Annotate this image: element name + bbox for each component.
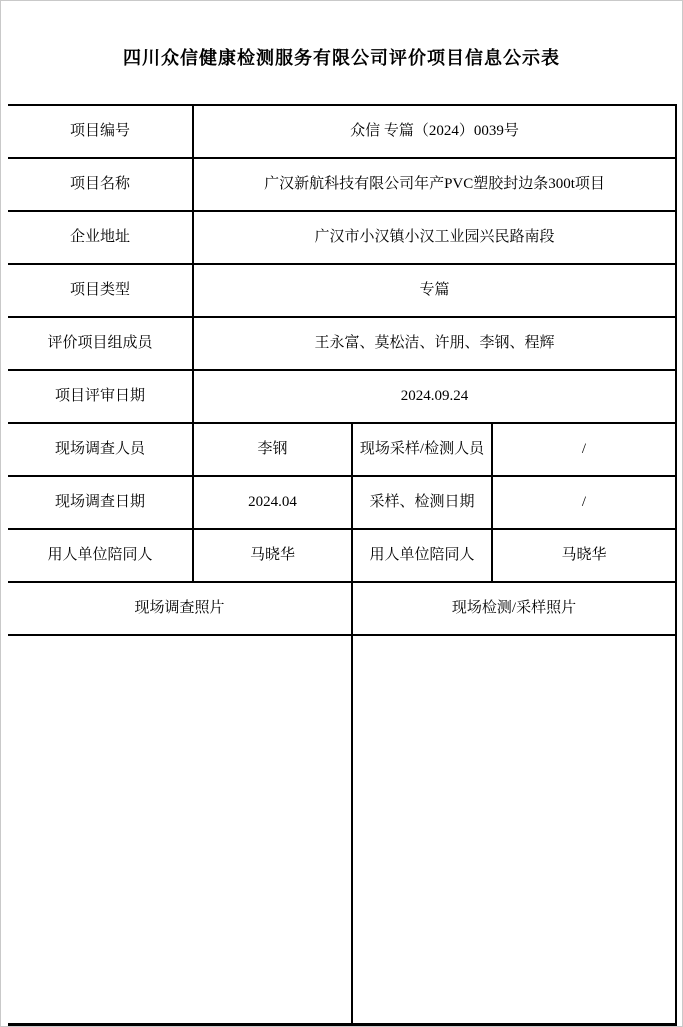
row-label-sampling-date: 采样、检测日期 [353, 477, 493, 530]
row-value-employer-escort-right: 马晓华 [493, 530, 677, 583]
document-title: 四川众信健康检测服务有限公司评价项目信息公示表 [123, 47, 560, 68]
row-label-survey-staff: 现场调查人员 [8, 424, 194, 477]
row-value-project-type: 专篇 [194, 265, 677, 318]
row-value-sampling-date: / [493, 477, 677, 530]
photo-caption-right: 现场检测/采样照片 [353, 583, 677, 636]
row-label-project-name: 项目名称 [8, 159, 194, 212]
row-label-company-address: 企业地址 [8, 212, 194, 265]
row-label-employer-escort-left: 用人单位陪同人 [8, 530, 194, 583]
row-value-project-number: 众信 专篇（2024）0039号 [194, 106, 677, 159]
photo-area-sampling [353, 636, 677, 1023]
info-table [8, 104, 677, 1026]
row-value-company-address: 广汉市小汉镇小汉工业园兴民路南段 [194, 212, 677, 265]
photo-area-survey [8, 636, 353, 1023]
row-label-review-date: 项目评审日期 [8, 371, 194, 424]
row-value-employer-escort-left: 马晓华 [194, 530, 353, 583]
row-value-sampling-staff: / [493, 424, 677, 477]
row-label-survey-date: 现场调查日期 [8, 477, 194, 530]
row-value-survey-date: 2024.04 [194, 477, 353, 530]
row-label-project-type: 项目类型 [8, 265, 194, 318]
row-value-team-members: 王永富、莫松洁、许朋、李钢、程辉 [194, 318, 677, 371]
row-label-employer-escort-right: 用人单位陪同人 [353, 530, 493, 583]
title-band [1, 1, 682, 104]
row-label-team-members: 评价项目组成员 [8, 318, 194, 371]
row-label-project-number: 项目编号 [8, 106, 194, 159]
photo-caption-left: 现场调查照片 [8, 583, 353, 636]
row-value-project-name: 广汉新航科技有限公司年产PVC塑胶封边条300t项目 [194, 159, 677, 212]
row-value-survey-staff: 李钢 [194, 424, 353, 477]
row-label-sampling-staff: 现场采样/检测人员 [353, 424, 493, 477]
row-value-review-date: 2024.09.24 [194, 371, 677, 424]
